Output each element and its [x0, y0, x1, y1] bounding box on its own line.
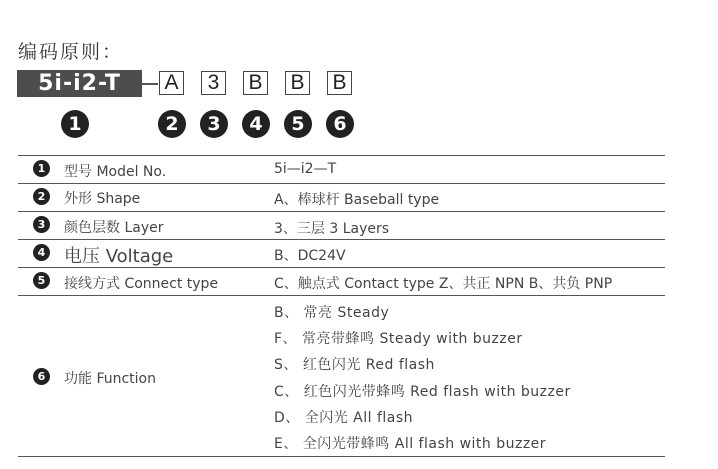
- table-rule: [18, 155, 665, 156]
- row-label-function: 功能 Function: [64, 371, 156, 387]
- function-option: S、 红色闪光 Red flash: [274, 357, 435, 373]
- function-option: E、 全闪光带蜂鸣 All flash with buzzer: [274, 436, 547, 452]
- row-label-shape: 外形 Shape: [64, 191, 141, 207]
- number-badge-1: 1: [61, 110, 89, 138]
- code-box-layer: 3: [201, 71, 226, 95]
- row-number-5: 5: [33, 272, 50, 289]
- number-badge-5: 5: [284, 110, 312, 138]
- table-rule: [18, 239, 665, 240]
- model-code-box: 5i-i2-T: [17, 70, 142, 97]
- code-box-voltage: B: [243, 71, 268, 95]
- section-title: 编码原则：: [18, 41, 124, 63]
- row-label-layer: 颜色层数 Layer: [64, 220, 164, 236]
- number-badge-3: 3: [200, 110, 228, 138]
- row-label-voltage: 电压 Voltage: [64, 246, 174, 267]
- row-number-6: 6: [33, 368, 50, 385]
- table-rule: [18, 456, 665, 457]
- table-rule: [18, 295, 665, 296]
- function-option: B、 常亮 Steady: [274, 305, 390, 321]
- row-value-layer: 3、三层 3 Layers: [274, 221, 390, 237]
- row-number-2: 2: [33, 188, 50, 205]
- row-value-connect: C、触点式 Contact type Z、共正 NPN B、共负 PNP: [274, 276, 613, 292]
- function-option: F、 常亮带蜂鸣 Steady with buzzer: [274, 331, 523, 347]
- number-badge-4: 4: [242, 110, 270, 138]
- row-number-4: 4: [33, 244, 50, 261]
- table-rule: [18, 183, 665, 184]
- table-rule: [18, 211, 665, 212]
- row-number-3: 3: [33, 216, 50, 233]
- row-label-model: 型号 Model No.: [64, 164, 167, 180]
- row-value-voltage: B、DC24V: [274, 248, 346, 264]
- connector-line: [142, 83, 158, 85]
- code-box-function: B: [327, 71, 352, 95]
- row-value-shape: A、棒球杆 Baseball type: [274, 192, 440, 208]
- code-box-connect: B: [285, 71, 310, 95]
- code-box-shape: A: [159, 71, 184, 95]
- row-value-model: 5i—i2—T: [274, 161, 337, 177]
- function-option: D、 全闪光 All flash: [274, 410, 414, 426]
- number-badge-2: 2: [158, 110, 186, 138]
- row-number-1: 1: [33, 160, 50, 177]
- function-option: C、 红色闪光带蜂鸣 Red flash with buzzer: [274, 384, 571, 400]
- row-label-connect: 接线方式 Connect type: [64, 276, 219, 292]
- number-badge-6: 6: [326, 110, 354, 138]
